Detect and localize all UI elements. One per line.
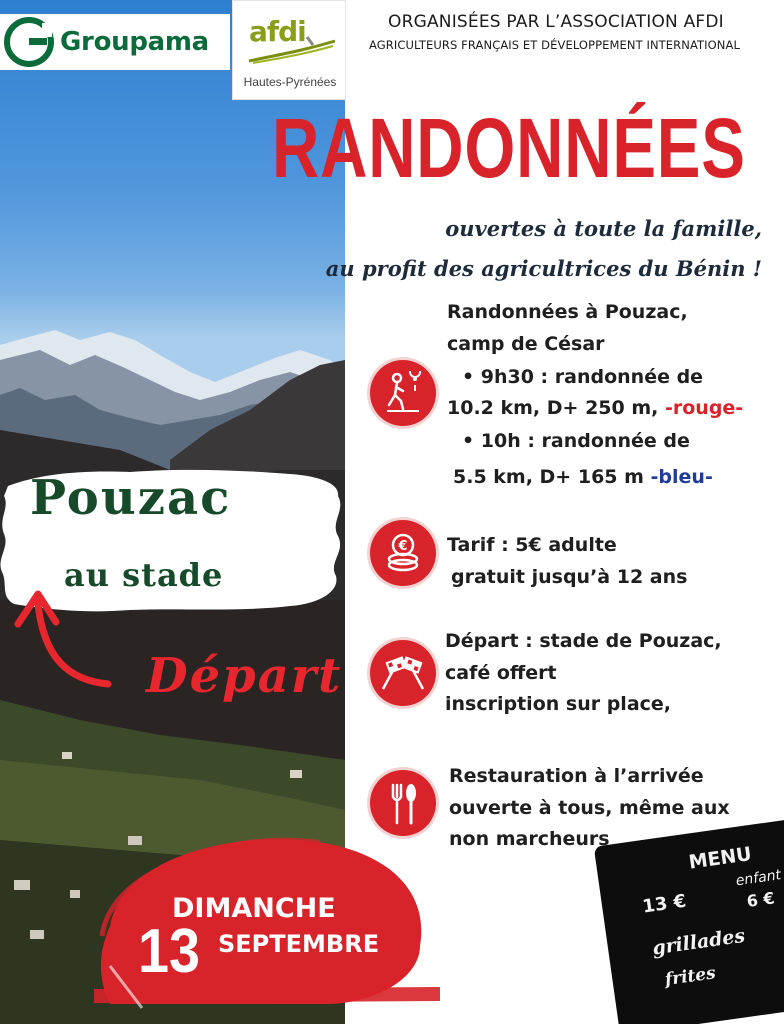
subtitle-family: ouvertes à toute la famille, xyxy=(445,216,762,241)
curved-arrow-icon xyxy=(8,588,118,698)
food-non-walkers: non marcheurs xyxy=(449,828,610,850)
menu-child-price: 6 € xyxy=(745,888,776,911)
hike2-distance: 5.5 km, D+ 165 m xyxy=(453,466,644,488)
food-open: ouverte à tous, même aux xyxy=(449,797,730,819)
menu-heading: MENU xyxy=(687,843,754,874)
food-title: Restauration à l’arrivée xyxy=(449,765,704,787)
menu-board xyxy=(594,819,784,1024)
hikes-intro: Randonnées à Pouzac, xyxy=(447,301,688,323)
groupama-logo xyxy=(0,14,230,70)
afdi-swoosh-icon xyxy=(247,35,337,65)
banner-place-detail: au stade xyxy=(64,556,224,594)
start-registration: inscription sur place, xyxy=(445,693,672,715)
organizer-line: ORGANISÉES PAR L’ASSOCIATION AFDI xyxy=(388,12,724,32)
menu-item-fries: frites xyxy=(663,963,717,991)
menu-item-grill: grillades xyxy=(650,924,747,960)
menu-adult-price: 13 € xyxy=(641,890,688,918)
date-weekday: DIMANCHE xyxy=(172,893,336,924)
hike2-detail xyxy=(453,466,713,488)
afdi-region: Hautes-Pyrénées xyxy=(243,75,337,89)
hike1-time: • 9h30 : randonnée de xyxy=(462,366,704,388)
hike1-distance: 10.2 km, D+ 250 m, xyxy=(447,397,659,419)
hike1-color: -rouge- xyxy=(664,397,744,419)
groupama-g-icon xyxy=(4,17,54,67)
banner-place: Pouzac xyxy=(30,470,232,526)
banner-depart: Départ xyxy=(146,648,343,704)
afdi-logo-text: afdi xyxy=(249,15,306,48)
svg-text:€: € xyxy=(398,539,408,554)
checkered-flags-icon xyxy=(370,640,436,706)
price-children: gratuit jusqu’à 12 ans xyxy=(451,566,688,588)
hiker-map-pin-icon xyxy=(370,360,436,426)
hike1-detail xyxy=(447,397,743,419)
hike2-time: • 10h : randonnée de xyxy=(462,430,690,452)
menu-child-label: enfant xyxy=(734,867,782,890)
afdi-logo xyxy=(232,0,346,100)
price-adult: Tarif : 5€ adulte xyxy=(447,534,617,556)
euro-coins-icon xyxy=(370,520,436,586)
subtitle-benin: au profit des agricultrices du Bénin ! xyxy=(325,256,762,281)
date-day: 13 xyxy=(138,917,201,986)
hikes-location: camp de César xyxy=(447,333,605,355)
start-place: Départ : stade de Pouzac, xyxy=(445,630,722,652)
organizer-fullname: AGRICULTEURS FRANÇAIS ET DÉVELOPPEMENT INTERNATIONAL xyxy=(369,38,740,52)
sponsor-name: Groupama xyxy=(60,27,209,57)
page-title: RANDONNÉES xyxy=(272,101,746,195)
start-coffee: café offert xyxy=(445,662,557,684)
hike2-color: -bleu- xyxy=(650,466,713,488)
date-badge xyxy=(80,826,460,1022)
date-month: SEPTEMBRE xyxy=(218,930,380,958)
